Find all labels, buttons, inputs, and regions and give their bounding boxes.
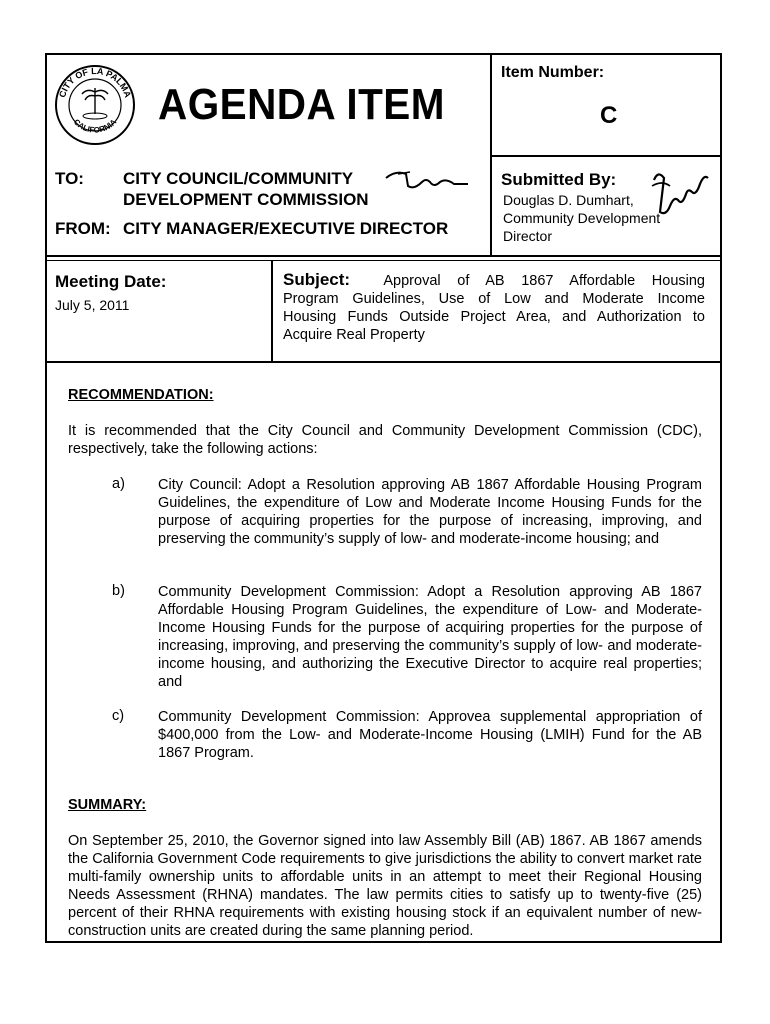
initials-signature — [384, 168, 470, 194]
item-letter: c) — [112, 708, 125, 724]
subject-bottom-rule — [45, 361, 722, 363]
subject-text-1: Approval of AB 1867 Affordable Housing — [383, 273, 705, 289]
item-number-value: C — [600, 102, 618, 129]
submitted-by-title: Director — [503, 228, 553, 244]
subject-label: Subject: — [283, 270, 351, 289]
from-label: FROM: — [55, 219, 111, 238]
subject-line-4: Acquire Real Property — [283, 327, 425, 343]
summary-heading: SUMMARY: — [68, 797, 147, 813]
to-line-2: DEVELOPMENT COMMISSION — [123, 190, 369, 209]
item-letter: b) — [112, 583, 125, 599]
page-title: AGENDA ITEM — [158, 80, 445, 129]
submitter-signature — [648, 166, 712, 222]
submitted-by-label: Submitted By: — [501, 170, 617, 189]
item-letter: a) — [112, 476, 125, 492]
item-text: Community Development Commission: Adopt a Resolution approving AB 1867 Affordable Housing Program Guidelines, the expenditure of Low- and Moderate-Income Housing Funds for the purpose of acquiring properties for the purpose of increasing, improving, and preserving the community’s supply of low- and moderate-income housing, and authorizing the Executive Director to acquire real properties; and — [158, 584, 702, 690]
svg-text:CALIFORNIA — [72, 117, 119, 134]
recommendation-intro: It is recommended that the City Council and Community Development Commission (CDC), respectively, take the following actions: — [68, 423, 702, 457]
header-bottom-rule-double — [45, 260, 722, 261]
subject-line-2: Program Guidelines, Use of Low and Moderate Income — [283, 291, 705, 307]
header-divider-right — [490, 155, 722, 157]
recommendation-heading: RECOMMENDATION: — [68, 387, 214, 403]
item-text: Community Development Commission: Approvea supplemental appropriation of $400,000 from the Low- and Moderate-Income Housing (LMIH) Fund for the AB 1867 Program. — [158, 709, 702, 761]
submitted-by-name: Douglas D. Dumhart, — [503, 192, 634, 208]
from-value: CITY MANAGER/EXECUTIVE DIRECTOR — [123, 219, 449, 238]
item-text: City Council: Adopt a Resolution approving AB 1867 Affordable Housing Program Guidelines, the expenditure of Low and Moderate Income Housing Funds for the purpose of acquiring properties for the purpose of increasing, improving, and preserving the community’s supply of low- and moderate-income housing; and — [158, 477, 702, 547]
header-bottom-rule — [45, 255, 722, 257]
subject-line-1 — [283, 271, 705, 290]
meeting-subject-divider — [271, 260, 273, 362]
meeting-date-value: July 5, 2011 — [55, 297, 130, 313]
item-number-label: Item Number: — [501, 64, 605, 81]
subject-block — [283, 271, 705, 344]
seal-palm-icon — [82, 88, 108, 114]
city-seal — [54, 64, 136, 146]
meeting-date-label: Meeting Date: — [55, 272, 167, 291]
submitted-by-dept: Community Development — [503, 210, 661, 226]
to-line-1: CITY COUNCIL/COMMUNITY — [123, 169, 354, 188]
seal-top-text: CITY OF LA PALMA — [57, 65, 133, 99]
subject-line-3: Housing Funds Outside Project Area, and Authorization to — [283, 309, 705, 325]
summary-text: On September 25, 2010, the Governor signed into law Assembly Bill (AB) 1867. AB 1867 amends the California Government Code requirements to give jurisdictions the ability to convert market rate multi-family ownership units to affordable units in an attempt to meet their Regional Housing Needs Assessment (RHNA) mandates. The law permits cities to satisfy up to twenty-five (25) percent of their RHNA requirements with existing housing stock if an equivalent number of new-construction units are created during the same planning period. — [68, 833, 702, 938]
to-label: TO: — [55, 169, 84, 188]
seal-bottom-text: CALIFORNIA — [71, 117, 119, 135]
